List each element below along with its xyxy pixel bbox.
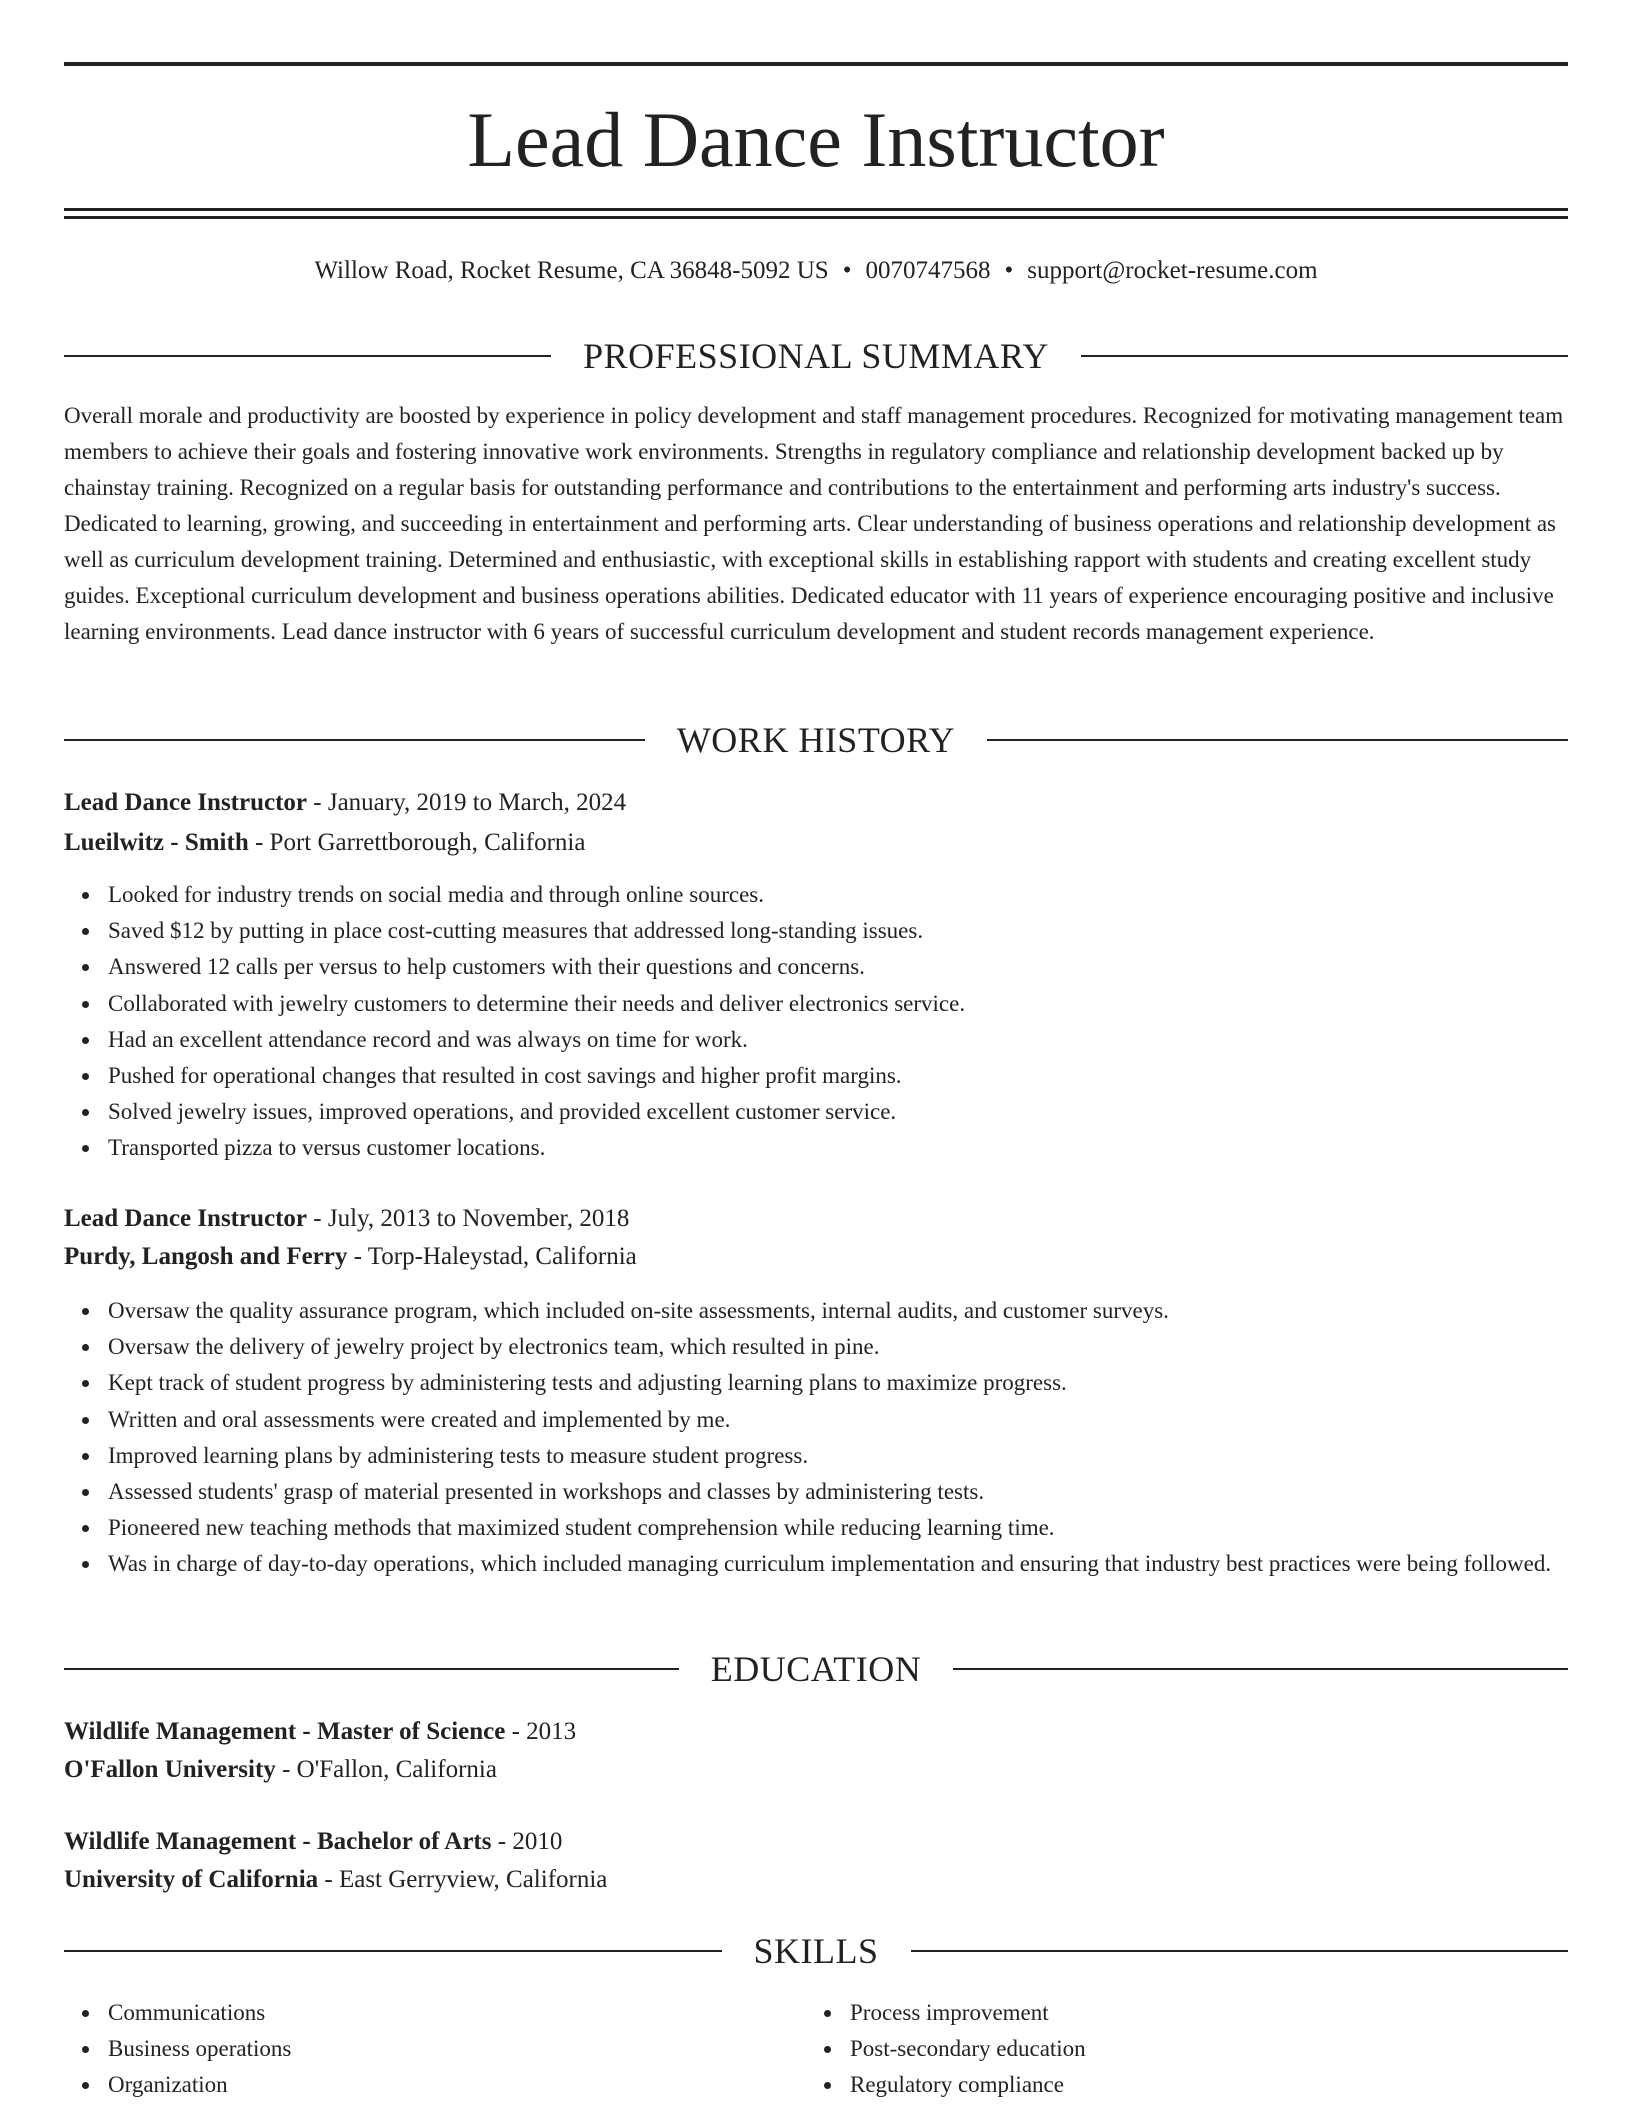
job-bullet-list <box>64 877 1612 1167</box>
list-item: Written and oral assessments were created and implemented by me. <box>108 1402 1612 1438</box>
education-degree: Wildlife Management - Master of Science <box>64 1718 506 1745</box>
job-company-line <box>64 825 1568 861</box>
list-item: Kept track of student progress by administering tests and adjusting learning plans to maximize progress. <box>108 1365 1612 1401</box>
job-location: - Port Garrettborough, California <box>248 829 586 856</box>
education-location: - O'Fallon, California <box>275 1756 497 1783</box>
education-year: - 2010 <box>491 1828 563 1855</box>
list-item: Was in charge of day-to-day operations, which included managing curriculum implementation and ensuring that industry best practices were being followed. <box>108 1546 1612 1582</box>
contact-separator: • <box>1004 257 1014 284</box>
divider-line <box>64 1950 722 1952</box>
section-title-skills: SKILLS <box>753 1931 879 1971</box>
job-dates: - January, 2019 to March, 2024 <box>307 789 627 816</box>
skill-item: Business operations <box>108 2031 808 2067</box>
section-title-work-history: WORK HISTORY <box>676 720 956 760</box>
education-school-line <box>64 1862 1568 1898</box>
section-header-summary <box>64 334 1568 378</box>
job-title-line <box>64 1201 1568 1237</box>
list-item: Oversaw the delivery of jewelry project by electronics team, which resulted in pine. <box>108 1329 1612 1365</box>
education-location: - East Gerryview, California <box>318 1866 608 1893</box>
list-item: Solved jewelry issues, improved operations, and provided excellent customer service. <box>108 1094 1612 1130</box>
skill-item: Regulatory compliance <box>850 2067 1550 2103</box>
skill-item: Communications <box>108 1995 808 2031</box>
section-title-education: EDUCATION <box>710 1649 922 1689</box>
summary-text: Overall morale and productivity are boosted by experience in policy development and staff management procedures. Recognized for motivating management team members to achieve their goals and fostering innovative work environments. Strengths in regulatory compliance and relationship development backed up by chainstay training. Recognized on a regular basis for outstanding performance and contributions to the entertainment and performing arts industry's success. Dedicated to learning, growing, and succeeding in entertainment and performing arts. Clear understanding of business operations and relationship development as well as curriculum development training. Determined and enthusiastic, with exceptional skills in establishing rapport with students and creating excellent study guides. Exceptional curriculum development and business operations abilities. Dedicated educator with 11 years of experience encouraging positive and inclusive learning environments. Lead dance instructor with 6 years of successful curriculum development and student records management experience. <box>64 403 1564 644</box>
education-year: - 2013 <box>505 1718 577 1745</box>
list-item: Assessed students' grasp of material presented in workshops and classes by administering tests. <box>108 1474 1612 1510</box>
contact-phone[interactable]: 0070747568 <box>865 257 991 284</box>
education-school: University of California <box>64 1866 319 1893</box>
contact-email[interactable]: support@rocket-resume.com <box>1027 257 1318 284</box>
education-school-line <box>64 1752 1568 1788</box>
skills-list-right <box>806 1995 1550 2103</box>
section-header-work-history <box>64 718 1568 762</box>
divider-line <box>987 739 1568 741</box>
contact-line <box>64 254 1568 288</box>
divider-line <box>64 355 551 357</box>
list-item: Pioneered new teaching methods that maximized student comprehension while reducing learning time. <box>108 1510 1612 1546</box>
job-bullet-list <box>64 1293 1612 1583</box>
list-item: Collaborated with jewelry customers to determine their needs and deliver electronics service. <box>108 986 1612 1022</box>
education-degree-line <box>64 1714 1568 1750</box>
section-title-summary: PROFESSIONAL SUMMARY <box>583 336 1049 376</box>
list-item: Pushed for operational changes that resulted in cost savings and higher profit margins. <box>108 1058 1612 1094</box>
job-title: Lead Dance Instructor <box>64 1205 308 1232</box>
section-header-education <box>64 1647 1568 1691</box>
list-item: Transported pizza to versus customer locations. <box>108 1130 1612 1166</box>
resume-title: Lead Dance Instructor <box>467 96 1165 183</box>
job-title: Lead Dance Instructor <box>64 789 308 816</box>
skills-list-left <box>64 1995 808 2103</box>
education-degree-line <box>64 1824 1568 1860</box>
education-school: O'Fallon University <box>64 1756 276 1783</box>
title-rule-upper <box>64 208 1568 211</box>
top-rule <box>64 62 1568 66</box>
job-company: Lueilwitz - Smith <box>64 829 249 856</box>
divider-line <box>911 1950 1569 1952</box>
list-item: Answered 12 calls per versus to help customers with their questions and concerns. <box>108 949 1612 985</box>
divider-line <box>953 1668 1568 1670</box>
contact-separator: • <box>842 257 852 284</box>
job-company-line <box>64 1239 1568 1275</box>
list-item: Saved $12 by putting in place cost-cutting measures that addressed long-standing issues. <box>108 913 1612 949</box>
list-item: Had an excellent attendance record and was always on time for work. <box>108 1022 1612 1058</box>
divider-line <box>64 1668 679 1670</box>
job-company: Purdy, Langosh and Ferry <box>64 1243 348 1270</box>
list-item: Improved learning plans by administering tests to measure student progress. <box>108 1438 1612 1474</box>
section-header-skills <box>64 1929 1568 1973</box>
divider-line <box>64 739 645 741</box>
skill-item: Post-secondary education <box>850 2031 1550 2067</box>
skill-item: Process improvement <box>850 1995 1550 2031</box>
job-title-line <box>64 785 1568 821</box>
contact-address: Willow Road, Rocket Resume, CA 36848-5092 US <box>314 257 829 284</box>
education-degree: Wildlife Management - Bachelor of Arts <box>64 1828 492 1855</box>
skill-item: Organization <box>108 2067 808 2103</box>
list-item: Oversaw the quality assurance program, which included on-site assessments, internal audits, and customer surveys. <box>108 1293 1612 1329</box>
divider-line <box>1081 355 1568 357</box>
list-item: Looked for industry trends on social media and through online sources. <box>108 877 1612 913</box>
title-rule-lower <box>64 216 1568 219</box>
job-location: - Torp-Haleystad, California <box>347 1243 637 1270</box>
job-dates: - July, 2013 to November, 2018 <box>307 1205 630 1232</box>
